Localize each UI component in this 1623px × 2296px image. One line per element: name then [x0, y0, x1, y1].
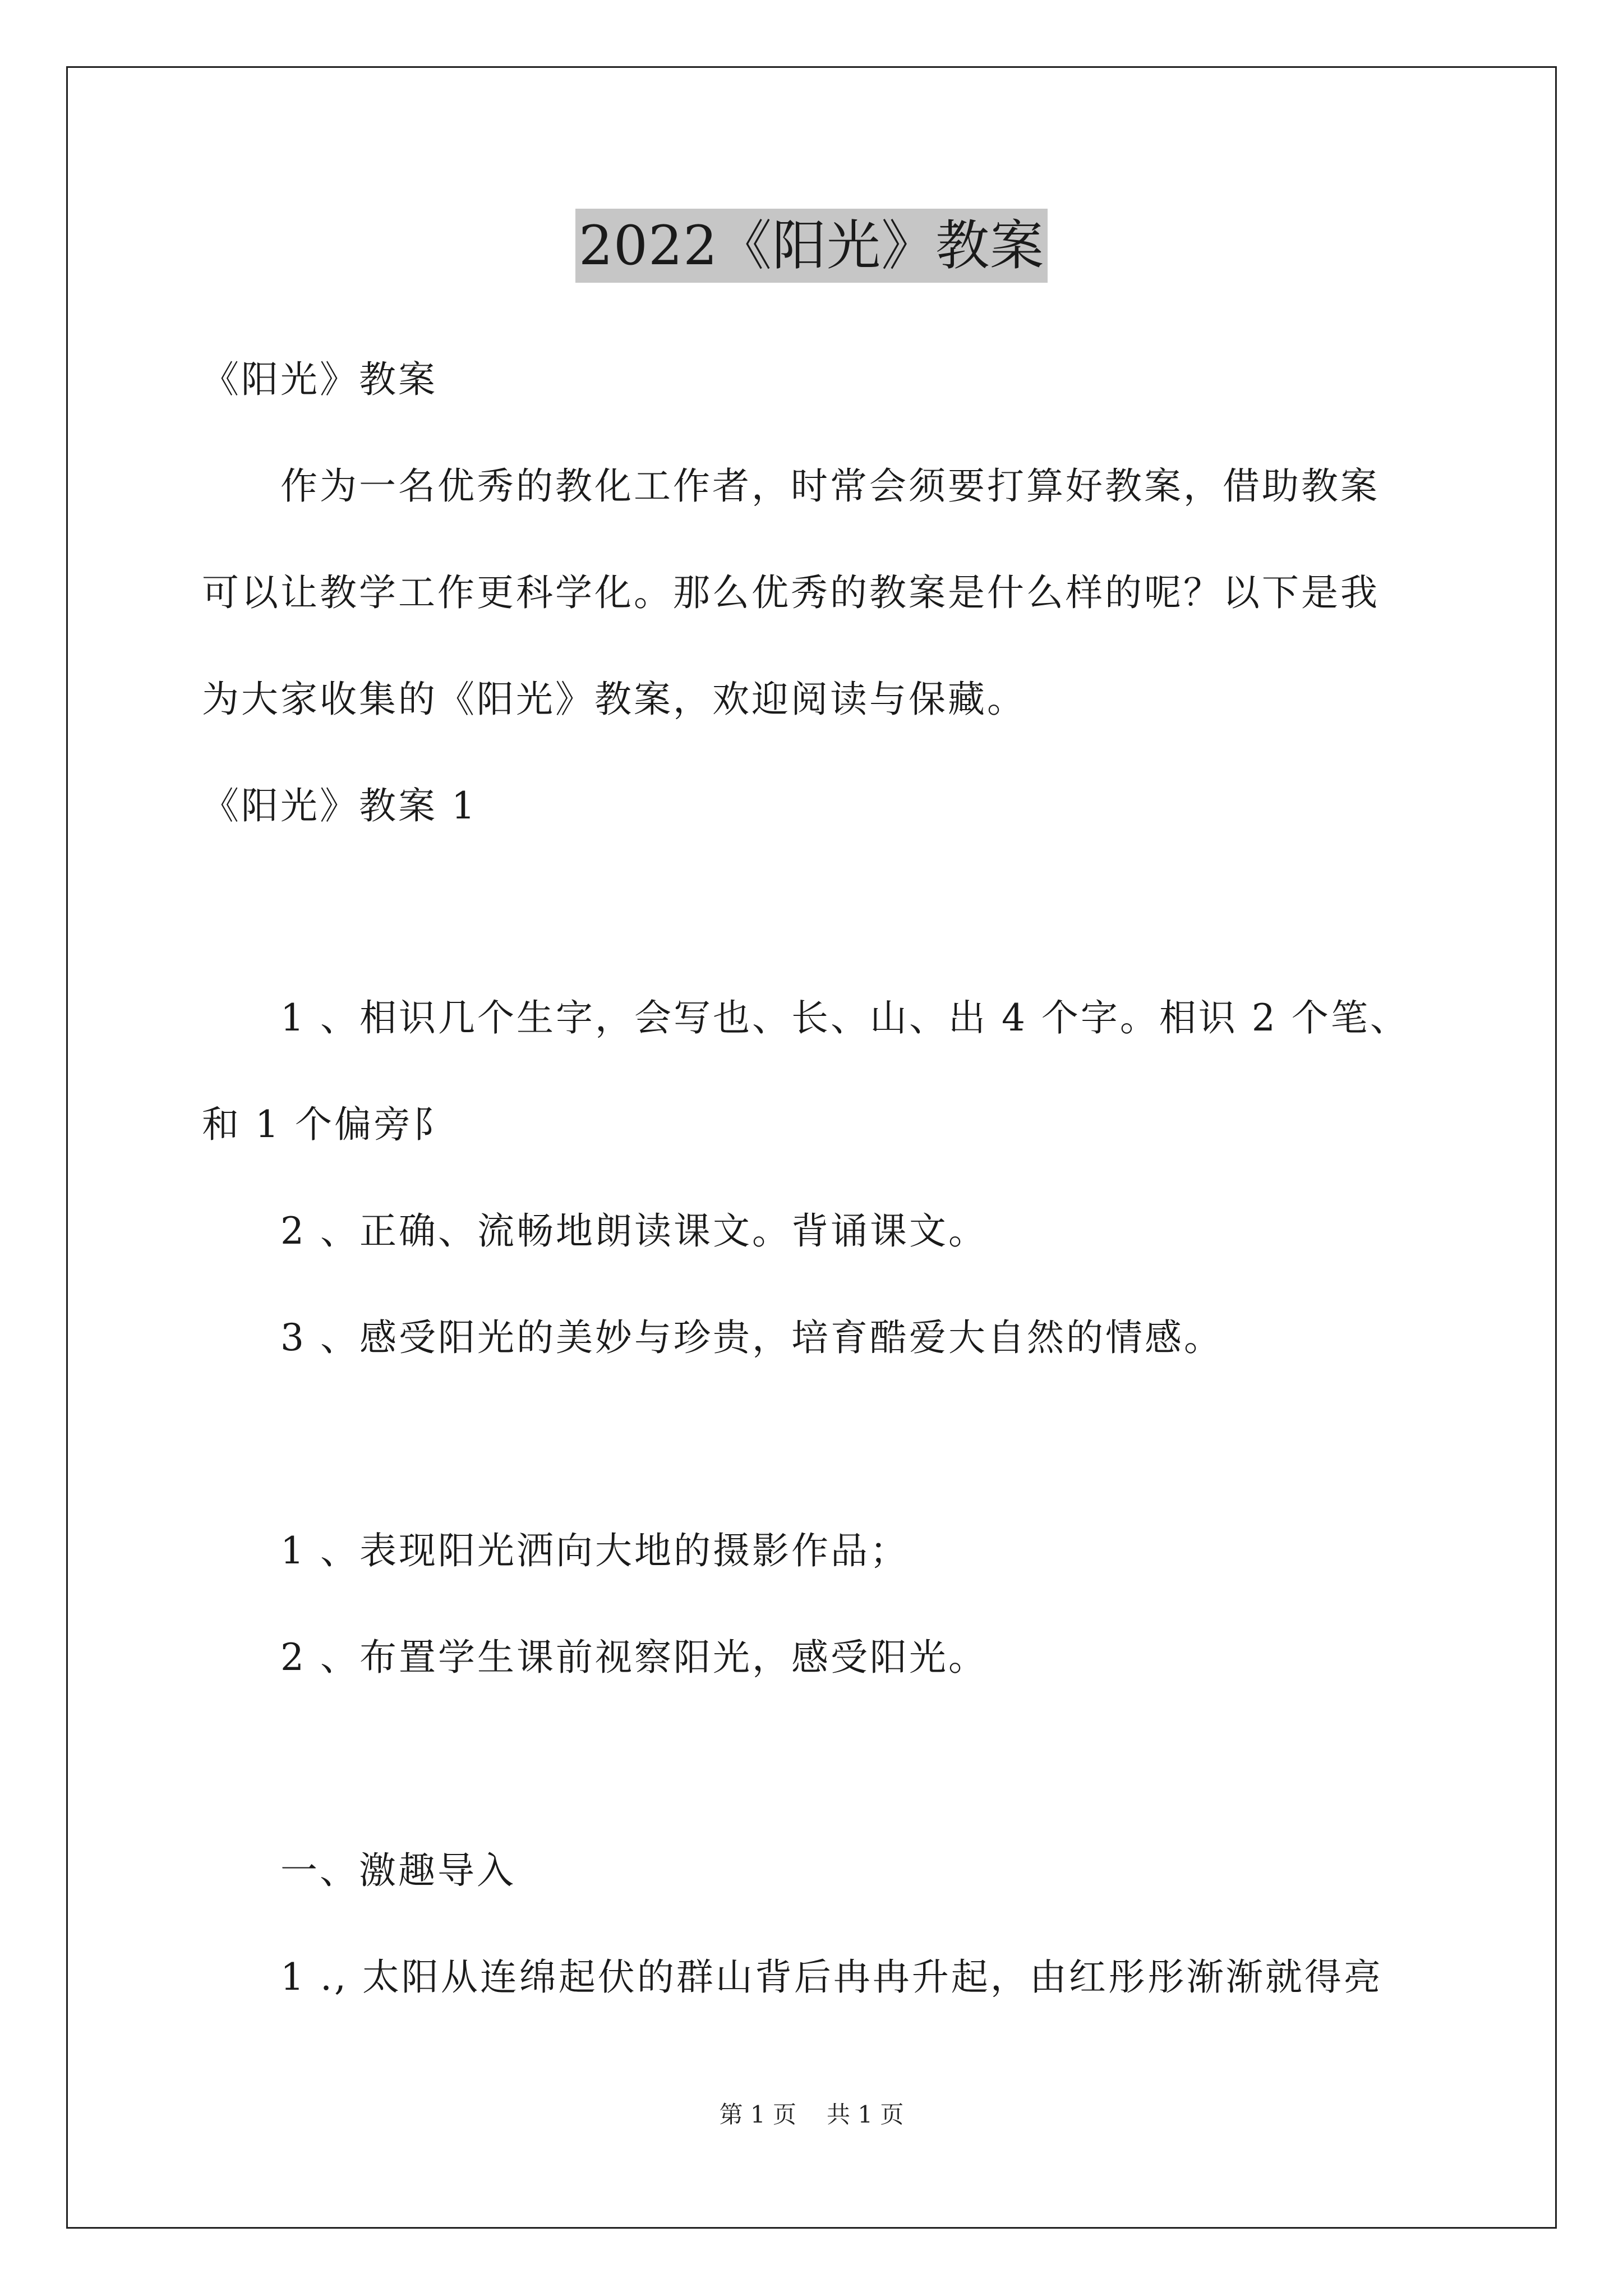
section-heading: 《阳光》教案 1 [202, 784, 477, 827]
preparation-item: 2 、布置学生课前视察阳光，感受阳光。 [280, 1636, 988, 1679]
page-number: 第 1 页 [719, 2101, 796, 2128]
paragraph-line: 可以让教学工作更科学化。那么优秀的教案是什么样的呢？以下是我 [202, 571, 1380, 614]
preparation-item: 1 、表现阳光洒向大地的摄影作品； [280, 1529, 909, 1572]
objective-item: 1 、相识几个生字，会写也、长、山、出 4 个字。相识 2 个笔、 [280, 996, 1409, 1039]
step-paragraph: 1 ., 太阳从连绵起伏的群山背后冉冉升起，由红彤彤渐渐就得亮 [280, 1955, 1383, 1999]
page-total: 共 1 页 [827, 2101, 904, 2128]
document-title: 2022《阳光》教案 [575, 209, 1048, 283]
objective-item: 2 、正确、流畅地朗读课文。背诵课文。 [280, 1209, 988, 1253]
paragraph-line: 为大家收集的《阳光》教案，欢迎阅读与保藏。 [202, 678, 1026, 721]
title-container [0, 209, 1623, 283]
section-heading: 《阳光》教案 [202, 358, 437, 401]
page-footer [0, 2098, 1623, 2132]
step-heading: 一、激趣导入 [280, 1849, 516, 1892]
paragraph-line: 作为一名优秀的教化工作者，时常会须要打算好教案，借助教案 [280, 464, 1380, 508]
objective-item: 3 、感受阳光的美妙与珍贵，培育酷爱大自然的情感。 [280, 1316, 1223, 1359]
objective-item-continued: 和 1 个偏旁阝 [202, 1103, 452, 1146]
